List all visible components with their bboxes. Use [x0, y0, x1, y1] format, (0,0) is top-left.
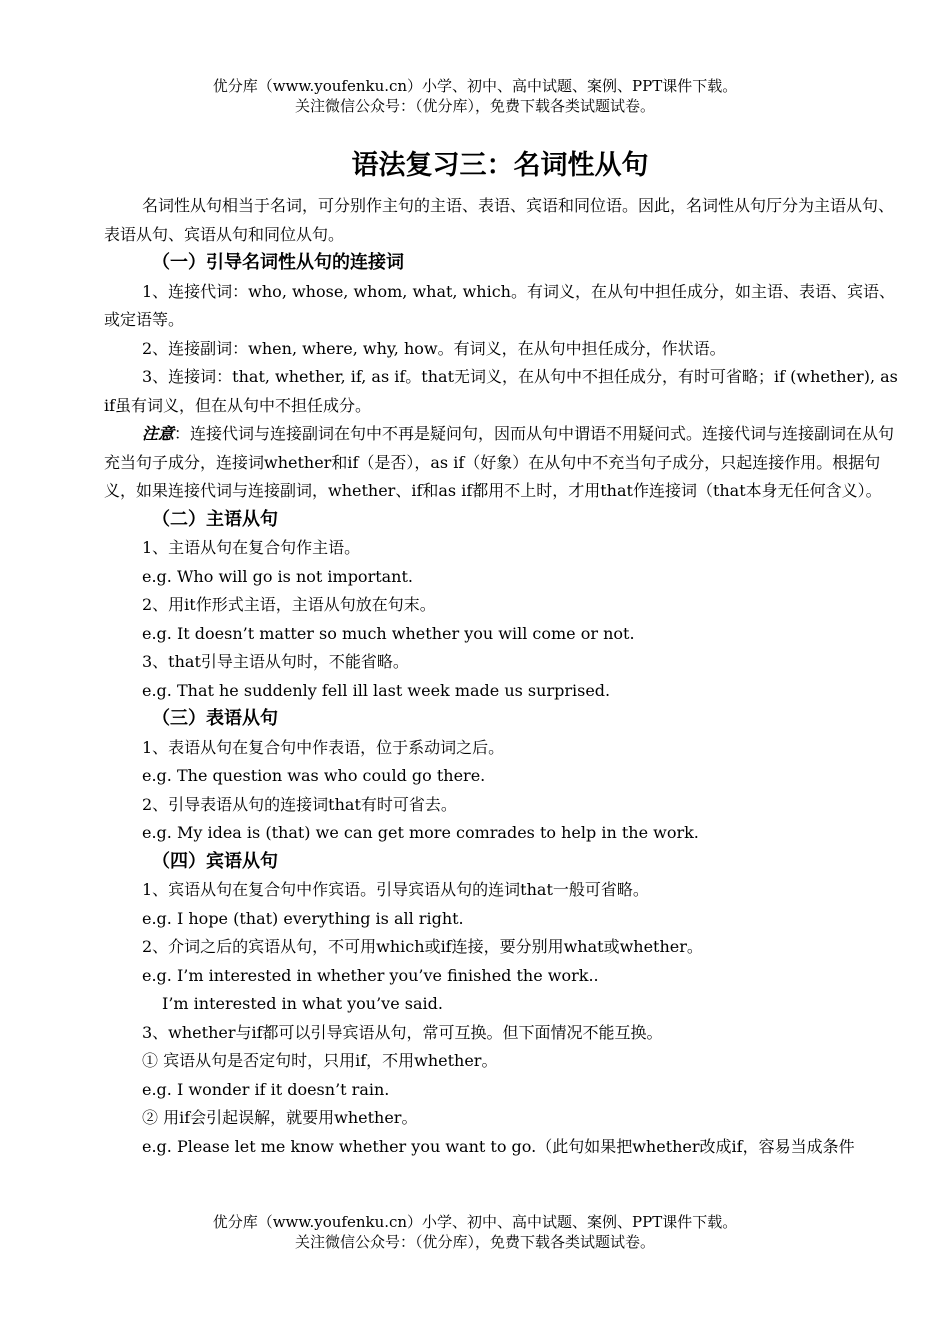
page-footer: [0, 1212, 950, 1252]
paragraph: 1、连接代词：who, whose, whom, what, which。有词义，在从句中担任成分，如主语、表语、宾语、或定语等。: [104, 281, 895, 329]
example-line: I’m interested in what you’ve said.: [162, 994, 443, 1013]
rule-line: 1、表语从句在复合句中作表语，位于系动词之后。: [142, 737, 505, 757]
paragraph: 2、连接副词：when, where, why, how。有词义，在从句中担任成分，作状语。: [142, 338, 726, 358]
header-line-2: 关注微信公众号：（优分库），免费下载各类试题试卷。: [294, 97, 655, 115]
section-heading: （一）引导名词性从句的连接词: [152, 252, 404, 273]
rule-line: 1、宾语从句在复合句中作宾语。引导宾语从句的连词that一般可省略。: [142, 880, 649, 899]
example-line: e.g. Please let me know whether you want to go.（此句如果把whether改成if，容易当成条件: [142, 1136, 855, 1156]
example-line: e.g. Who will go is not important.: [142, 566, 413, 586]
page-title: 语法复习三：名词性从句: [351, 150, 649, 181]
rule-line: 3、whether与if都可以引导宾语从句，常可互换。但下面情况不能互换。: [142, 1022, 663, 1042]
note-label: 注意: [142, 424, 175, 443]
section-heading: （三）表语从句: [152, 708, 278, 729]
footer-line-1: 优分库（www.youfenku.cn）小学、初中、高中试题、案例、PPT课件下载。: [212, 1213, 738, 1231]
example-line: e.g. That he suddenly fell ill last week made us surprised.: [142, 680, 611, 700]
example-line: e.g. My idea is (that) we can get more comrades to help in the work.: [142, 823, 699, 842]
rule-line: 1、主语从句在复合句作主语。: [142, 538, 361, 557]
rule-line: 2、介词之后的宾语从句，不可用which或if连接，要分别用what或whether。: [142, 937, 703, 956]
example-line: e.g. I wonder if it doesn’t rain.: [142, 1079, 390, 1099]
rule-line: 2、用it作形式主语，主语从句放在句末。: [142, 595, 436, 614]
section-heading: （四）宾语从句: [152, 850, 278, 872]
footer-line-2: 关注微信公众号：（优分库），免费下载各类试题试卷。: [294, 1233, 655, 1251]
paragraph: 3、连接词：that, whether, if, as if。that无词义，在从句中不担任成分，有时可省略；if (whether), as if虽有词义，但在从句中不担任成分。: [104, 367, 898, 415]
example-line: e.g. It doesn’t matter so much whether you will come or not.: [142, 623, 635, 643]
page-header: [0, 76, 950, 116]
note-paragraph: [104, 420, 900, 506]
note-text: ：连接代词与连接副词在句中不再是疑问句，因而从句中谓语不用疑问式。连接代词与连接副词在从句充当句子成分，连接词whether和if（是否），as if（好象）在从句中不充当句子成分，只起连接作用。根据句义，如果连接代词与连接副词，whether、if和as if都用不上时，才用that作连接词（that本身无任何含义）。: [104, 424, 895, 500]
rule-line: 3、that引导主语从句时，不能省略。: [142, 652, 409, 671]
intro-paragraph: 名词性从句相当于名词，可分别作主句的主语、表语、宾语和同位语。因此，名词性从句厅分为主语从句、表语从句、宾语从句和同位从句。: [104, 196, 895, 244]
case-line: ① 宾语从句是否定句时，只用if，不用whether。: [142, 1051, 498, 1070]
rule-line: 2、引导表语从句的连接词that有时可省去。: [142, 794, 457, 814]
section-heading: （二）主语从句: [152, 508, 278, 530]
example-line: e.g. I’m interested in whether you’ve finished the work..: [142, 965, 599, 985]
example-line: e.g. I hope (that) everything is all right.: [142, 908, 464, 928]
header-line-1: 优分库（www.youfenku.cn）小学、初中、高中试题、案例、PPT课件下载。: [212, 77, 738, 95]
document-body: [104, 192, 900, 1161]
case-line: ② 用if会引起误解，就要用whether。: [142, 1108, 418, 1127]
example-line: e.g. The question was who could go there.: [142, 766, 486, 785]
